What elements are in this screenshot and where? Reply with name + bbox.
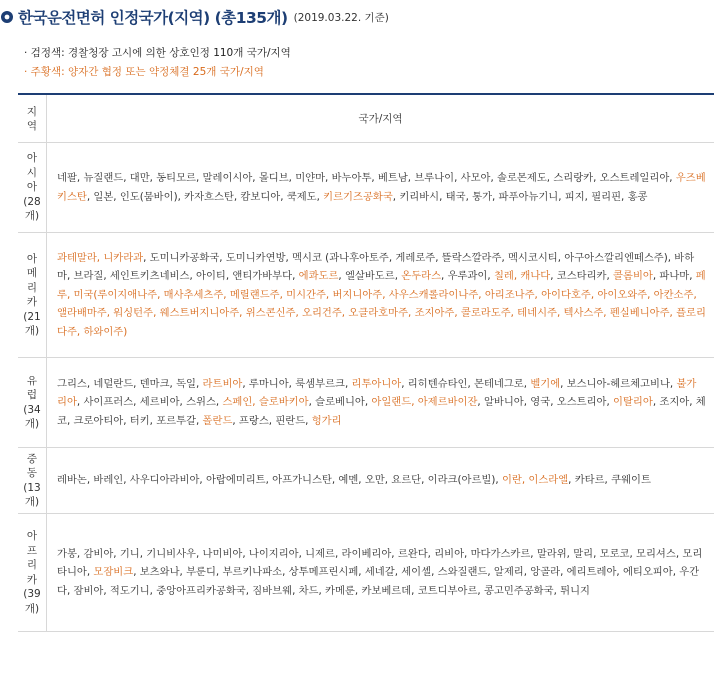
table-row <box>18 448 714 514</box>
region-label: 개) <box>24 602 40 615</box>
region-label: 개) <box>24 496 40 508</box>
recognized-country-text: , 사이프러스, 세르비아, 스위스, <box>76 396 223 409</box>
region-label: 아 <box>26 181 38 194</box>
countries-cell <box>47 514 715 632</box>
agreement-country-text: 이란, 이스라엘 <box>501 474 569 487</box>
agreement-country-text: 칠레, 캐나다 <box>493 270 551 283</box>
table-row <box>18 514 714 632</box>
recognized-country-text: 가봉, 감비아, 기니, 기니비사우, 나미비아, 나이지리아, 니제르, 라이베리아, 르완다, 리비아, 마다가스카르, 말라위, 말리, 모로코, 모리셔스, 모리타니아, <box>57 547 703 579</box>
region-label: (21 <box>23 310 41 323</box>
agreement-country-text: 이탈리아 <box>613 396 653 409</box>
recognized-country-text: , 프랑스, 핀란드, <box>232 414 312 427</box>
recognized-country-text: , 파나마, <box>652 270 696 283</box>
table-row <box>18 143 714 233</box>
recognized-country-text: , 도미니카공화국, 도미니카연방, 멕시코 (과나후아토주, 게레로주, 뜰락스깔라주, 멕시코시티, 아구아스깔리엔떼스주), 바하마, 브라질, 세인트키츠네비스, 아이티, 앤티가바부다, <box>57 251 695 283</box>
region-label: (39 <box>23 588 41 600</box>
region-label: 럽 <box>26 389 38 401</box>
region-label: 메 <box>26 267 38 279</box>
agreement-country-text: 키르기즈공화국 <box>323 190 393 203</box>
agreement-country-text: 에콰도르 <box>298 270 339 283</box>
agreement-country-text: 라트비아 <box>202 377 243 390</box>
circle-bullet-icon <box>0 10 14 24</box>
region-cell <box>18 358 47 448</box>
header-region-char: 지 <box>26 105 38 118</box>
region-cell <box>18 448 47 514</box>
region-label: 아 <box>26 252 38 265</box>
agreement-country-text: 스페인, 슬로바키아 <box>222 396 309 409</box>
legend-note: · 검정색: 경찰청장 고시에 의한 상호인정 110개 국가/지역 <box>24 47 291 59</box>
recognized-country-text: , 루마니아, 룩셈부르크, <box>242 377 352 390</box>
region-label: 리 <box>26 559 38 571</box>
region-label: (34 <box>23 403 41 416</box>
region-label: (28 <box>23 195 41 208</box>
region-label: 아 <box>26 530 38 542</box>
region-label: 유 <box>26 374 38 387</box>
region-label: 카 <box>26 573 38 586</box>
country-table <box>18 93 714 632</box>
legend-notes <box>24 44 291 82</box>
recognized-country-text: , 카타르, 쿠웨이트 <box>568 474 651 487</box>
region-label: 아 <box>26 152 38 165</box>
region-label: 동 <box>26 467 38 479</box>
agreement-country-text: 불가리아 <box>57 377 697 409</box>
recognized-country-text: , 코스타리카, <box>550 270 614 283</box>
countries-cell <box>47 448 715 514</box>
header-countries: 국가/지역 <box>47 94 715 143</box>
region-label: (13 <box>23 481 41 494</box>
table-header-row <box>18 94 714 143</box>
region-label: 리 <box>26 281 38 294</box>
agreement-country-text: 온두라스 <box>401 270 442 283</box>
region-cell <box>18 514 47 632</box>
recognized-country-text: , 보츠와나, 부룬디, 부르키나파소, 상투메프린시페, 세네갈, 세이셸, 스와질랜드, 알제리, 앙골라, 에리트레아, 에티오피아, 우간다, 잠비아, 적도기니, 중앙아프리카공화국, 짐바브웨, 차드, 카메룬, 카보베르데, 코트디부아르, 콩고민주공화국, 튀니지 <box>57 566 700 597</box>
header-region-char: 역 <box>26 119 38 132</box>
recognized-country-text: 레바논, 바레인, 사우디아라비아, 아랍에미리트, 아프가니스탄, 예멘, 오만, 요르단, 이라크(아르빌), <box>57 474 502 487</box>
recognized-country-text: 그리스, 네덜란드, 덴마크, 독일, <box>57 377 203 390</box>
recognized-country-text: 네팔, 뉴질랜드, 대만, 동티모르, 말레이시아, 몰디브, 미얀마, 바누아투, 베트남, 브루나이, 사모아, 솔로몬제도, 스리랑카, 오스트레일리아, <box>57 172 676 184</box>
region-label: 카 <box>26 296 38 308</box>
countries-cell <box>47 143 715 233</box>
recognized-country-text: , 조지아, 체코, 크로아티아, 터키, 포르투갈, <box>57 396 706 427</box>
agreement-country-text: 우즈베키스탄 <box>57 172 706 203</box>
agreement-country-text: 아일랜드, 아제르바이잔 <box>371 396 478 409</box>
region-label: 시 <box>26 166 38 179</box>
region-label: 중 <box>26 452 38 465</box>
table-row <box>18 233 714 358</box>
region-label: 개) <box>24 210 40 223</box>
recognized-country-text: , 알바니아, 영국, 오스트리아, <box>477 396 614 409</box>
recognized-country-text: , 엘살바도르, <box>338 270 402 283</box>
agreement-country-text: 콜롬비아 <box>613 270 653 283</box>
table-row <box>18 358 714 448</box>
countries-cell <box>47 358 715 448</box>
recognized-country-text: , 슬로베니아, <box>308 396 372 409</box>
agreement-country-text: 페루, 미국(루이지애나주, 매사추세츠주, 메릴랜드주, 미시간주, 버지니아주, 사우스캐롤라이나주, 아리조나주, 아이다호주, 아이오와주, 아칸소주, 앨라배마주, 워싱턴주, 웨스트버지니아주, 위스콘신주, 오리건주, 오클라호마주, 조지아주, 콜로라도주, 테네시주, 텍사스주, 펜실베니아주, 플로리다주, 하와이주) <box>57 270 706 338</box>
region-cell <box>18 233 47 358</box>
recognized-country-text: , 보스니아-헤르체고비나, <box>560 377 677 390</box>
agreement-country-text: 리투아니아 <box>351 377 402 390</box>
recognized-country-text: , 리히텐슈타인, 몬테네그로, <box>401 377 531 390</box>
legend-note: · 주황색: 양자간 협정 또는 약정체결 25개 국가/지역 <box>24 66 264 78</box>
region-cell <box>18 143 47 233</box>
region-label: 프 <box>26 544 38 557</box>
agreement-country-text: 폴란드 <box>202 414 233 427</box>
recognized-country-text: , 키리바시, 태국, 통가, 파푸아뉴기니, 피지, 필리핀, 홍콩 <box>392 190 648 203</box>
countries-cell <box>47 233 715 358</box>
recognized-country-text: , 일본, 인도(뭄바이), 카자흐스탄, 캄보디아, 쿡제도, <box>86 190 324 203</box>
region-label: 개) <box>24 418 40 430</box>
page-title: 한국운전면허 인정국가(지역) (총135개) <box>18 9 288 27</box>
recognized-country-text: , 우루과이, <box>441 270 494 283</box>
reference-date: (2019.03.22. 기준) <box>293 11 389 24</box>
region-label: 개) <box>24 325 40 337</box>
agreement-country-text: 벨기에 <box>530 377 561 390</box>
header-region <box>18 94 47 143</box>
title-row <box>0 4 389 30</box>
agreement-country-text: 과테말라, 니카라과 <box>57 251 144 264</box>
agreement-country-text: 헝가리 <box>311 414 342 427</box>
agreement-country-text: 모잠비크 <box>93 566 134 579</box>
